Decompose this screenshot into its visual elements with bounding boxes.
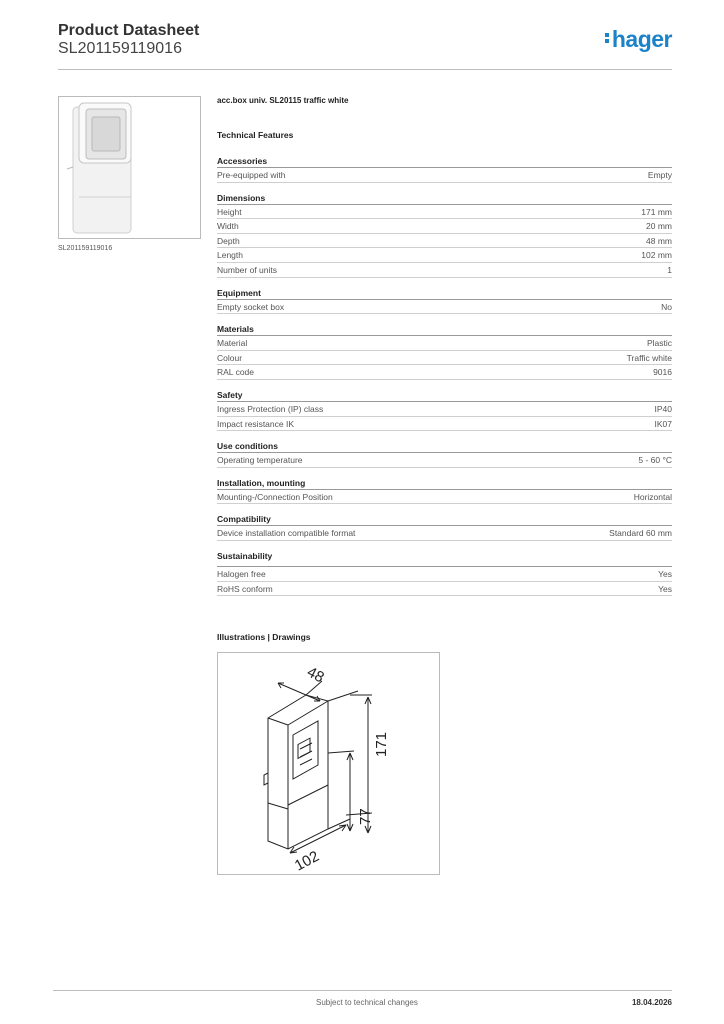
table-row (217, 351, 672, 366)
row-value: IK07 (654, 418, 672, 429)
table-row (217, 453, 672, 468)
table-row (217, 567, 672, 582)
row-value: Traffic white (626, 352, 672, 363)
row-value: 20 mm (646, 221, 672, 232)
row-value: 102 mm (641, 250, 672, 261)
table-row (217, 234, 672, 249)
row-label: Width (217, 221, 239, 232)
product-name: acc.box univ. SL20115 traffic white (217, 96, 349, 105)
section-materials (217, 323, 672, 380)
table-row (217, 168, 672, 183)
section-installation (217, 477, 672, 505)
table-row (217, 263, 672, 278)
row-value: 9016 (653, 367, 672, 378)
illustrations-heading: Illustrations | Drawings (217, 632, 311, 642)
row-value: Plastic (646, 338, 672, 349)
row-label: Device installation compatible format (217, 528, 356, 539)
row-value: No (661, 301, 672, 312)
row-label: RoHS conform (217, 583, 273, 594)
row-label: Number of units (217, 264, 277, 275)
row-label: Depth (217, 235, 240, 246)
row-label: Operating temperature (217, 455, 303, 466)
row-value: Yes (658, 583, 672, 594)
dim-length-label: 102 (291, 847, 322, 874)
section-title: Sustainability (217, 550, 672, 567)
page-header (58, 22, 672, 70)
table-row (217, 248, 672, 263)
row-label: Material (217, 338, 248, 349)
row-label: Length (217, 250, 243, 261)
dimension-drawing-icon (218, 653, 439, 874)
table-row (217, 300, 672, 315)
technical-features-heading: Technical Features (217, 130, 294, 140)
page-title: Product Datasheet (58, 22, 200, 39)
section-dimensions (217, 192, 672, 278)
section-accessories (217, 155, 672, 183)
section-title: Installation, mounting (217, 477, 672, 490)
logo-dots-icon (605, 31, 610, 45)
product-image-icon (59, 97, 200, 238)
hager-logo (605, 26, 672, 53)
row-value: 1 (667, 264, 672, 275)
section-safety (217, 389, 672, 431)
table-row (217, 336, 672, 351)
row-value: 5 - 60 °C (638, 455, 672, 466)
table-row (217, 490, 672, 505)
row-label: Impact resistance IK (217, 418, 295, 429)
row-label: Mounting-/Connection Position (217, 491, 333, 502)
row-label: Pre-equipped with (217, 170, 286, 180)
row-label: Halogen free (217, 568, 266, 579)
table-row (217, 417, 672, 432)
main-content (217, 96, 672, 596)
section-equipment (217, 287, 672, 315)
row-value: 48 mm (646, 235, 672, 246)
section-title: Use conditions (217, 440, 672, 453)
row-value: IP40 (654, 403, 672, 414)
table-row (217, 402, 672, 417)
section-title: Dimensions (217, 192, 672, 205)
technical-drawing (217, 652, 440, 875)
section-compatibility (217, 513, 672, 541)
product-thumbnail (58, 96, 201, 239)
row-label: RAL code (217, 367, 255, 378)
table-row (217, 219, 672, 234)
logo-text: hager (611, 26, 672, 52)
footer-divider (53, 990, 672, 991)
row-label: Height (217, 206, 242, 217)
table-row (217, 582, 672, 597)
row-label: Colour (217, 352, 243, 363)
section-use-conditions (217, 440, 672, 468)
footer-note: Subject to technical changes (316, 998, 418, 1007)
table-row (217, 526, 672, 541)
row-label: Empty socket box (217, 301, 285, 312)
footer-date: 18.04.2026 (631, 998, 672, 1007)
row-value: Yes (658, 568, 672, 579)
thumbnail-caption: SL201159119016 (58, 245, 113, 252)
table-row (217, 365, 672, 380)
section-sustainability (217, 550, 672, 596)
dim-depth-label: 48 (304, 663, 327, 687)
section-title: Compatibility (217, 513, 672, 526)
row-label: Ingress Protection (IP) class (217, 403, 324, 414)
row-value: Standard 60 mm (609, 528, 672, 539)
dim-height-label: 171 (373, 731, 390, 757)
row-value: 171 mm (641, 206, 672, 217)
row-value: Empty (647, 170, 672, 180)
section-title: Materials (217, 323, 672, 336)
section-title: Accessories (217, 155, 672, 168)
table-row (217, 205, 672, 220)
section-title: Safety (217, 389, 672, 402)
dim-lower-label: 77 (357, 808, 374, 825)
product-reference: SL201159119016 (58, 40, 182, 57)
row-value: Horizontal (633, 491, 672, 502)
section-title: Equipment (217, 287, 672, 300)
